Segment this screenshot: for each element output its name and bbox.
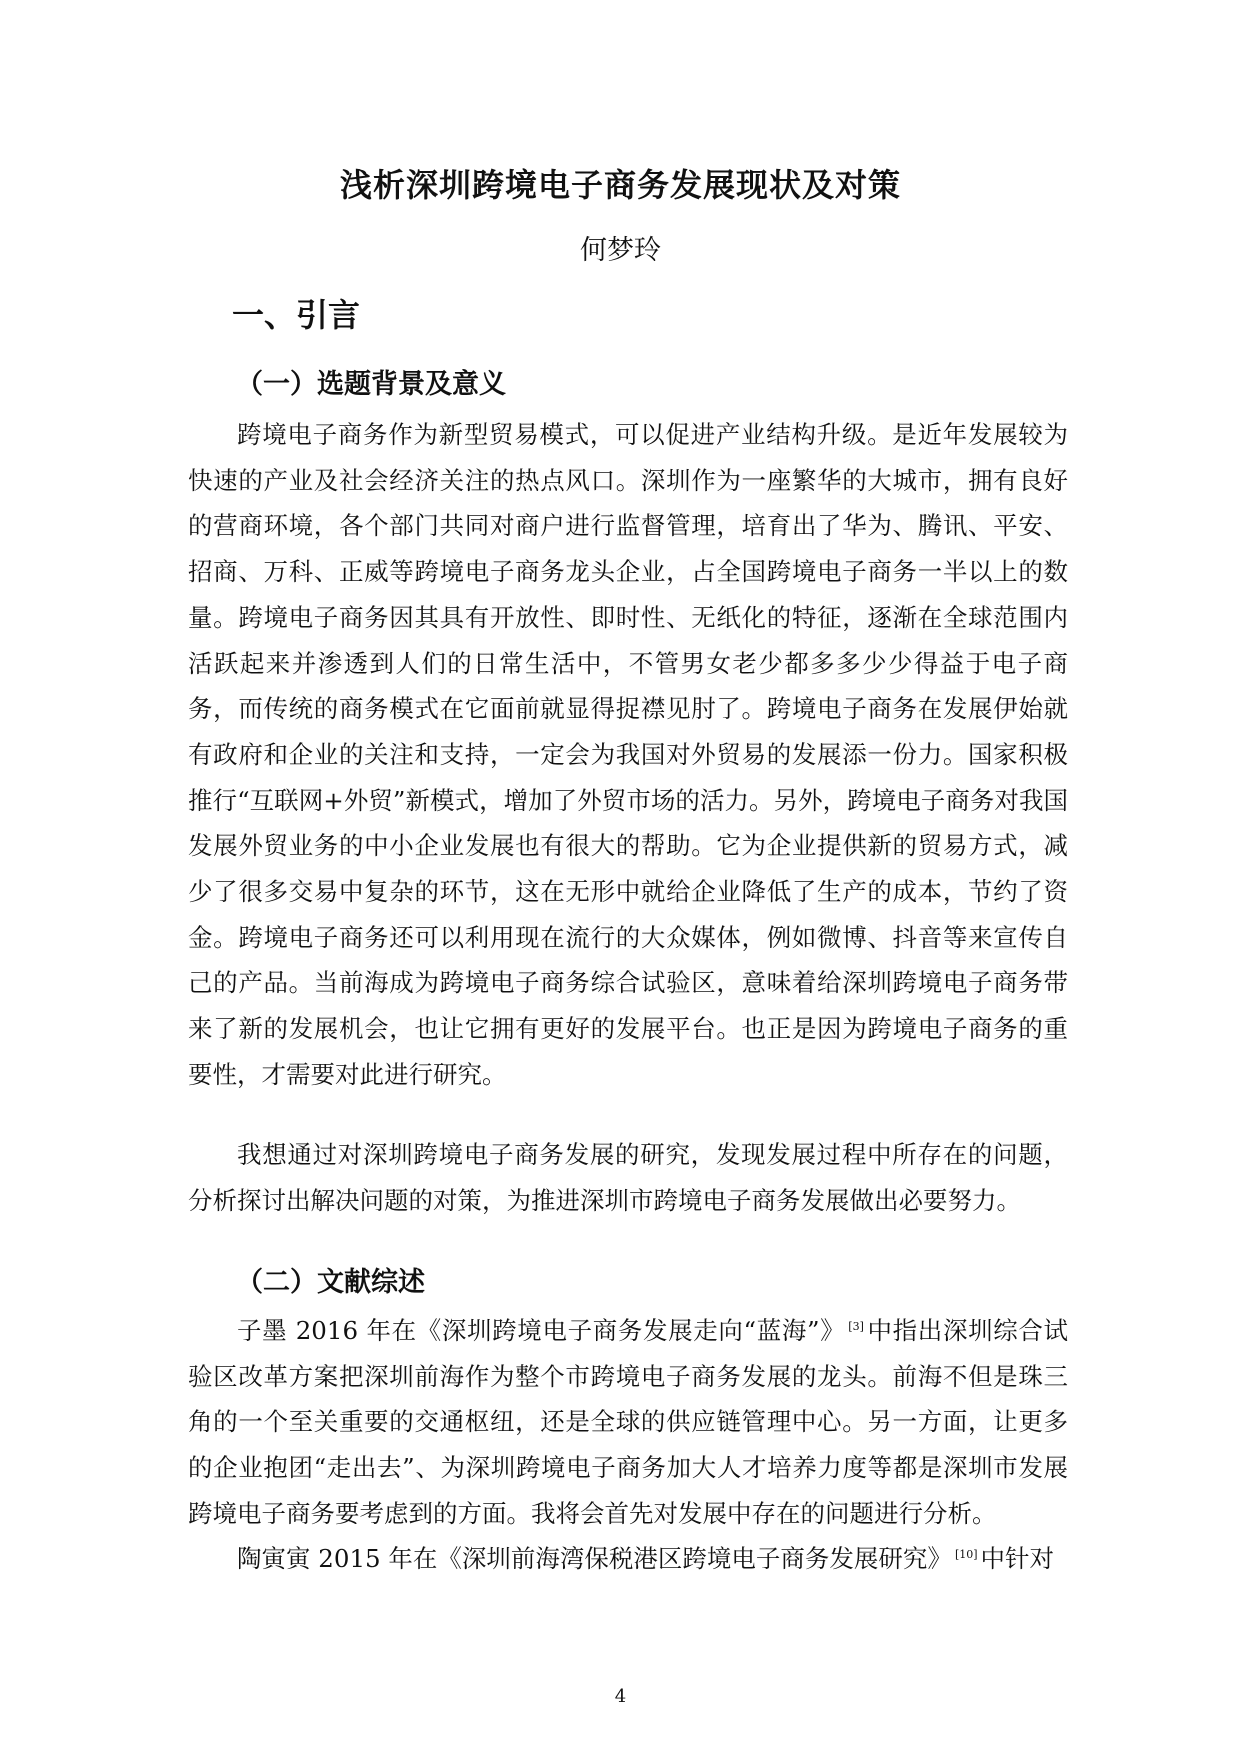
paragraph-literature-1 bbox=[188, 1308, 1068, 1537]
paragraph-purpose: 我想通过对深圳跨境电子商务发展的研究，发现发展过程中所存在的问题，分析探讨出解决问题的对策，为推进深圳市跨境电子商务发展做出必要努力。 bbox=[188, 1140, 1068, 1215]
paragraph-literature-2 bbox=[188, 1536, 1068, 1582]
section-heading-introduction: 一、引言 bbox=[232, 296, 361, 334]
author-name: 何梦玲 bbox=[580, 235, 661, 266]
subsection-heading-background: （一）选题背景及意义 bbox=[236, 369, 506, 400]
paper-title: 浅析深圳跨境电子商务发展现状及对策 bbox=[339, 166, 901, 204]
paragraph-text: 陶寅寅 2015 年在《深圳前海湾保税港区跨境电子商务发展研究》 bbox=[237, 1544, 952, 1573]
subsection-heading-literature-review: （二）文献综述 bbox=[236, 1267, 425, 1298]
paragraph-text: 子墨 2016 年在《深圳跨境电子商务发展走向“蓝海”》 bbox=[237, 1316, 846, 1345]
paragraph-text: 中指出深圳综合试验区改革方案把深圳前海作为整个市跨境电子商务发展的龙头。前海不但是珠三角的一个至关重要的交通枢纽，还是全球的供应链管理中心。另一方面，让更多的企业抱团“走出去”、为深圳跨境电子商务加大人才培养力度等都是深圳市发展跨境电子商务要考虑到的方面。我将会首先对发展中存在的问题进行分析。 bbox=[188, 1316, 1068, 1528]
citation-ref: [10] bbox=[954, 1547, 978, 1561]
paragraph-background: 跨境电子商务作为新型贸易模式，可以促进产业结构升级。是近年发展较为快速的产业及社会经济关注的热点风口。深圳作为一座繁华的大城市，拥有良好的营商环境，各个部门共同对商户进行监督管理，培育出了华为、腾讯、平安、招商、万科、正威等跨境电子商务龙头企业，占全国跨境电子商务一半以上的数量。跨境电子商务因其具有开放性、即时性、无纸化的特征，逐渐在全球范围内活跃起来并渗透到人们的日常生活中，不管男女老少都多多少少得益于电子商务，而传统的商务模式在它面前就显得捉襟见肘了。跨境电子商务在发展伊始就有政府和企业的关注和支持，一定会为我国对外贸易的发展添一份力。国家积极推行“互联网+外贸”新模式，增加了外贸市场的活力。另外，跨境电子商务对我国发展外贸业务的中小企业发展也有很大的帮助。它为企业提供新的贸易方式，减少了很多交易中复杂的环节，这在无形中就给企业降低了生产的成本，节约了资金。跨境电子商务还可以利用现在流行的大众媒体，例如微博、抖音等来宣传自己的产品。当前海成为跨境电子商务综合试验区，意味着给深圳跨境电子商务带来了新的发展机会，也让它拥有更好的发展平台。也正是因为跨境电子商务的重要性，才需要对此进行研究。 bbox=[188, 420, 1068, 1089]
page-number: 4 bbox=[614, 1686, 627, 1707]
citation-ref: [3] bbox=[848, 1319, 864, 1333]
paragraph-text: 中针对 bbox=[980, 1544, 1055, 1573]
